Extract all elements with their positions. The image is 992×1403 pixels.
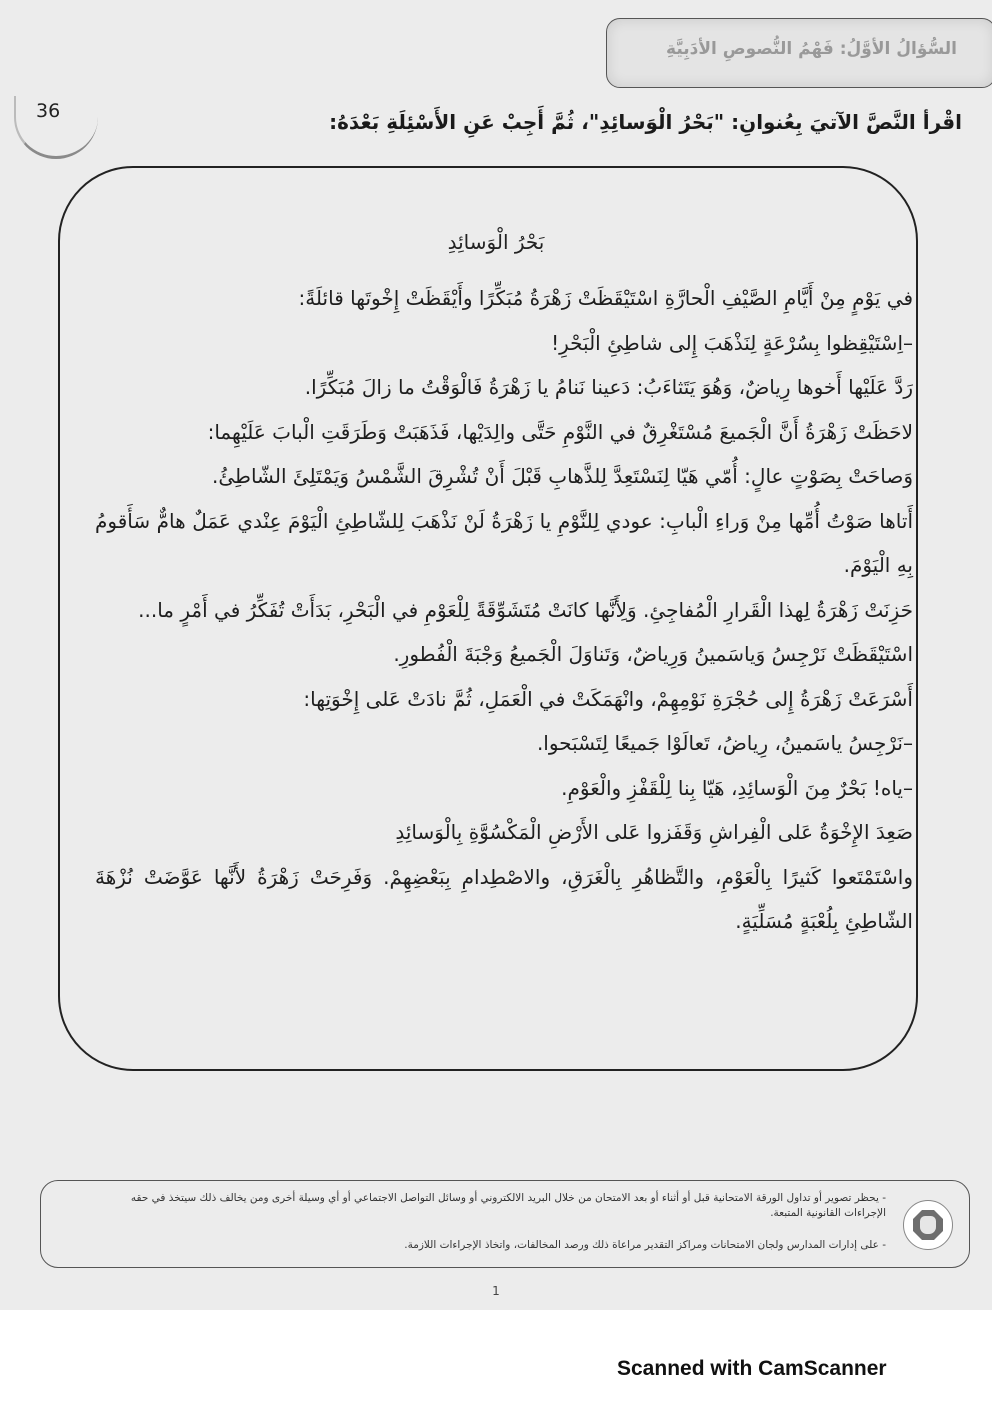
story-paragraph: صَعِدَ الإِخْوَةُ عَلى الْفِراشِ وَقَفَزوا عَلى الأَرْضِ الْمَكْسُوَّةِ بِالْوَسائِدِ bbox=[395, 820, 913, 844]
story-paragraph: وَصاحَتْ بِصَوْتٍ عالٍ: أُمّي هَيّا لِنَسْتَعِدَّ لِلذَّهابِ قَبْلَ أَنْ تُشْرِقَ الشَّمْسُ وَيَمْتَلِئَ الشّاطِئُ. bbox=[212, 464, 913, 488]
footer-notice-1: - يحظر تصوير أو تداول الورقة الامتحانية قبل أو أثناء أو بعد الامتحان من خلال البريد الالكتروني أو وسائل التواصل الاجتماعي أو أي وسيلة أخرى ومن يخالف ذلك سيتخذ في حقه الإجراءات القانونية المتبعة. bbox=[130, 1192, 886, 1219]
camscanner-watermark: Scanned with CamScanner bbox=[617, 1357, 887, 1380]
story-paragraph: أَتاها صَوْتُ أُمِّها مِنْ وَراءِ الْبابِ: عودي لِلنَّوْمِ يا زَهْرَةُ لَنْ نَذْهَبَ لِلشّاطِئِ الْيَوْمَ عِنْدي عَمَلٌ هامٌّ سَأَقومُ بِهِ الْيَوْمَ. bbox=[95, 508, 913, 577]
section-title: السُّؤالُ الأوَّلُ: فَهْمُ النُّصوصِ الأدَبِيَّةِ bbox=[666, 39, 957, 59]
story-paragraph: –اِسْتَيْقِظوا بِسُرْعَةٍ لِنَذْهَبَ إِلى شاطِئِ الْبَحْرِ! bbox=[551, 330, 913, 355]
stop-hand-icon bbox=[903, 1200, 953, 1250]
story-paragraph: واسْتَمْتَعوا كَثيرًا بِالْعَوْمِ، والتَّظاهُرِ بِالْغَرَقِ، والاصْطِدامِ بِبَعْضِهِمْ. وَفَرِحَتْ زَهْرَةُ لأَنَّها عَوَّضَتْ نُزْهَةَ الشّاطِئِ بِلُعْبَةٍ مُسَلِّيَةٍ. bbox=[95, 864, 913, 933]
section-header bbox=[606, 18, 992, 88]
footer-page-number: 1 bbox=[492, 1284, 500, 1298]
page-number-badge bbox=[14, 96, 98, 159]
story-paragraph: اسْتَيْقَظَتْ نَرْجِسُ وَياسَمينُ وَرِياضٌ، وَتَناوَلَ الْجَميعُ وَجْبَةَ الْفُطورِ. bbox=[393, 642, 913, 666]
story-paragraph: –ياه! بَحْرٌ مِنَ الْوَسائِدِ، هَيّا بِنا لِلْقَفْزِ والْعَوْمِ. bbox=[561, 775, 913, 800]
footer-notice-2: - على إدارات المدارس ولجان الامتحانات ومراكز التقدير مراعاة ذلك ورصد المخالفات، واتخاذ الإجراءات اللازمة. bbox=[404, 1239, 886, 1251]
story-paragraph: لاحَظَتْ زَهْرَةُ أَنَّ الْجَميعَ مُسْتَغْرِقٌ في النَّوْمِ حَتَّى والِدَيْها، فَذَهَبَتْ وَطَرَقَتِ الْبابَ عَلَيْهِما: bbox=[207, 419, 913, 444]
hand-shape bbox=[920, 1216, 936, 1234]
story-paragraph: في يَوْمٍ مِنْ أَيَّامِ الصَّيْفِ الْحارَّةِ اسْتَيْقَظَتْ زَهْرَةُ مُبَكِّرًا وأَيْقَظَتْ إِخْوتَها قائلَةً: bbox=[298, 286, 913, 310]
story-paragraph: أَسْرَعَتْ زَهْرَةُ إِلى حُجْرَةِ نَوْمِهِمْ، وانْهَمَكَتْ في الْعَمَلِ، ثُمَّ نادَتْ عَلى إِخْوَتِها: bbox=[303, 686, 913, 711]
page-number: 36 bbox=[36, 100, 61, 122]
story-title: بَحْرُ الْوَسائِدِ bbox=[447, 230, 545, 254]
story-paragraph: –نَرْجِسُ ياسَمينُ، رِياضُ، تَعالَوْا جَميعًا لِتَسْبَحوا. bbox=[536, 731, 913, 755]
story-paragraph: حَزِنَتْ زَهْرَةُ لِهذا الْقَرارِ الْمُفاجِئِ. وَلِأَنَّها كانَتْ مُتَشَوِّقَةً لِلْعَوْمِ في الْبَحْرِ، بَدَأَتْ تُفَكِّرُ في أَمْرٍ ما... bbox=[138, 597, 913, 622]
instruction-text: اقْرأ النَّصَّ الآتيَ بِعُنوانِ: "بَحْرُ الْوَسائِدِ"، ثُمَّ أَجِبْ عَنِ الأَسْئِلَةِ بَعْدَهُ: bbox=[329, 110, 962, 134]
story-paragraph: رَدَّ عَلَيْها أَخوها رِياضٌ، وَهُوَ يَتَثاءَبُ: دَعينا نَنامُ يا زَهْرَةُ فَالْوَقْتُ ما زالَ مُبَكِّرًا. bbox=[304, 375, 913, 399]
story-text bbox=[95, 276, 913, 944]
